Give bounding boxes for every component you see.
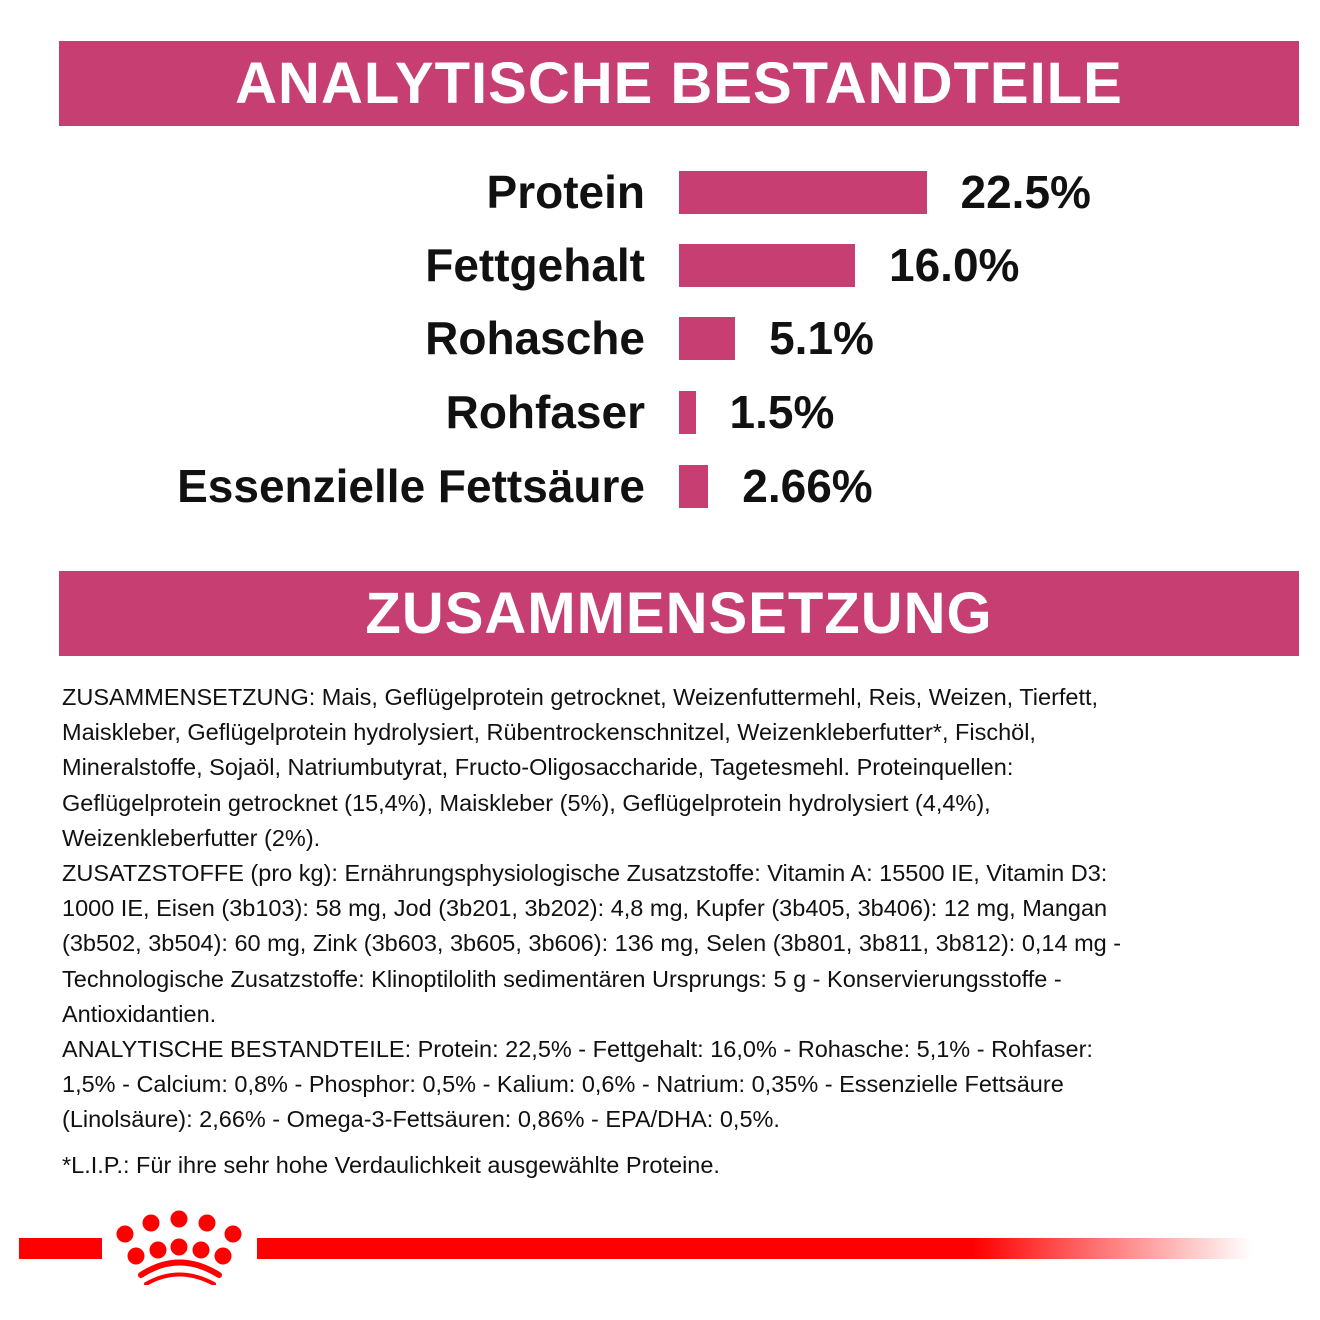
bar-label: Essenzielle Fettsäure xyxy=(177,460,645,512)
composition-header xyxy=(59,571,1299,656)
chart-row xyxy=(0,166,1320,218)
composition-line: Maiskleber, Geflügelprotein hydrolysiert, Rübentrockenschnitzel, Weizenkleberfutter*, Fischöl, xyxy=(62,719,1036,746)
composition-line: ZUSAMMENSETZUNG: Mais, Geflügelprotein getrocknet, Weizenfuttermehl, Reis, Weizen, Tierfett, xyxy=(62,684,1099,710)
footnote: *L.I.P.: Für ihre sehr hohe Verdaulichkeit ausgewählte Proteine. xyxy=(62,1152,720,1178)
chart-row xyxy=(0,386,1320,438)
bar-value-label: 2.66% xyxy=(742,460,873,512)
brand-line-right xyxy=(257,1238,1252,1259)
bar-value-label: 1.5% xyxy=(729,386,835,438)
additives-line: Antioxidantien. xyxy=(62,1000,217,1027)
composition-line: Mineralstoffe, Sojaöl, Natriumbutyrat, Fructo-Oligosaccharide, Tagetesmehl. Proteinquellen: xyxy=(62,754,1014,781)
analytics-title: ANALYTISCHE BESTANDTEILE xyxy=(235,51,1123,116)
additives-line: 1000 IE, Eisen (3b103): 58 mg, Jod (3b201, 3b202): 4,8 mg, Kupfer (3b405, 3b406): 12 mg, Mangan xyxy=(62,895,1108,922)
bar xyxy=(679,317,735,360)
bar-value-label: 22.5% xyxy=(960,166,1091,218)
bar-label: Fettgehalt xyxy=(425,239,645,291)
brand-line-left xyxy=(19,1238,102,1259)
bar-value-label: 16.0% xyxy=(889,239,1020,291)
bar xyxy=(679,465,708,508)
additives-line: Technologische Zusatzstoffe: Klinoptilolith sedimentären Ursprungs: 5 g - Konservierungsstoffe - xyxy=(62,965,1062,992)
composition-line: Geflügelprotein getrocknet (15,4%), Maiskleber (5%), Geflügelprotein hydrolysiert (4,4%), xyxy=(62,789,991,816)
composition-text xyxy=(62,680,1121,1138)
additives-line: ZUSATZSTOFFE (pro kg): Ernährungsphysiologische Zusatzstoffe: Vitamin A: 15500 IE, Vitamin D3: xyxy=(62,860,1108,887)
chart-row xyxy=(0,239,1320,291)
chart-row xyxy=(0,460,1320,512)
bar-value-label: 5.1% xyxy=(769,312,874,364)
analytics-line: 1,5% - Calcium: 0,8% - Phosphor: 0,5% - Kalium: 0,6% - Natrium: 0,35% - Essenzielle Fettsäure xyxy=(62,1071,1064,1098)
bar-label: Protein xyxy=(486,166,645,218)
bar xyxy=(679,244,855,287)
bar-label: Rohfaser xyxy=(445,386,645,438)
bar xyxy=(679,171,927,214)
bar xyxy=(679,391,696,434)
analytics-line: ANALYTISCHE BESTANDTEILE: Protein: 22,5% - Fettgehalt: 16,0% - Rohasche: 5,1% - Rohfaser: xyxy=(62,1036,1093,1063)
composition-line: Weizenkleberfutter (2%). xyxy=(62,824,321,851)
chart-row xyxy=(0,312,1320,364)
additives-line: (3b502, 3b504): 60 mg, Zink (3b603, 3b605, 3b606): 136 mg, Selen (3b801, 3b811, 3b812): 0,14 mg - xyxy=(62,930,1122,957)
analytics-line: (Linolsäure): 2,66% - Omega-3-Fettsäuren: 0,86% - EPA/DHA: 0,5%. xyxy=(62,1106,780,1133)
crown-logo-icon xyxy=(108,1205,248,1285)
analytics-header xyxy=(59,41,1299,126)
bar-label: Rohasche xyxy=(425,312,645,364)
composition-title: ZUSAMMENSETZUNG xyxy=(365,581,993,646)
